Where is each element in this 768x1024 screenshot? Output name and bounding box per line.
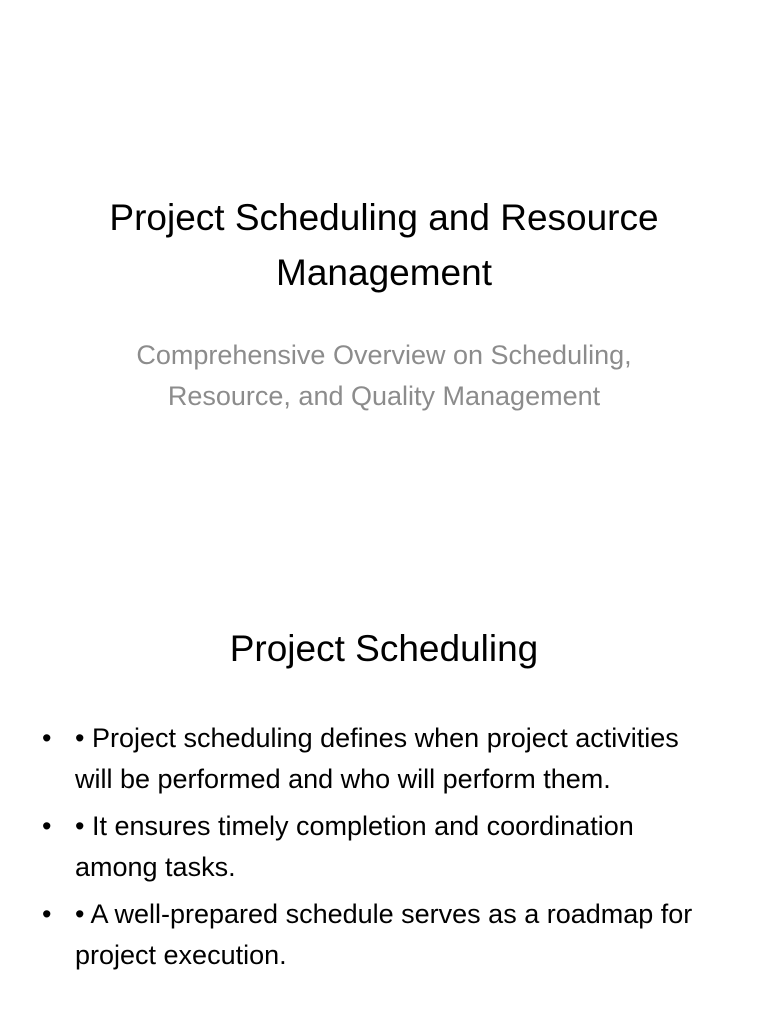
bullet-text: • A well-prepared schedule serves as a roadmap for project execution.: [75, 899, 693, 970]
slide-subtitle: Comprehensive Overview on Scheduling, Resource, and Quality Management: [136, 340, 632, 411]
bullet-item: [38, 894, 698, 976]
content-slide: [0, 576, 768, 1024]
bullet-text: • It ensures timely completion and coordination among tasks.: [75, 811, 634, 882]
bullet-item: [38, 806, 698, 888]
bullet-marker: •: [42, 723, 52, 753]
bullet-marker: •: [42, 811, 52, 841]
slide-title: Project Scheduling: [229, 628, 539, 669]
bullet-marker: •: [42, 899, 52, 929]
bullet-text: • Project scheduling defines when project activities will be performed and who will perform them.: [75, 723, 679, 794]
slide-title: Project Scheduling and Resource Management: [109, 197, 659, 293]
bullet-list: [38, 718, 698, 982]
bullet-item: [38, 718, 698, 800]
